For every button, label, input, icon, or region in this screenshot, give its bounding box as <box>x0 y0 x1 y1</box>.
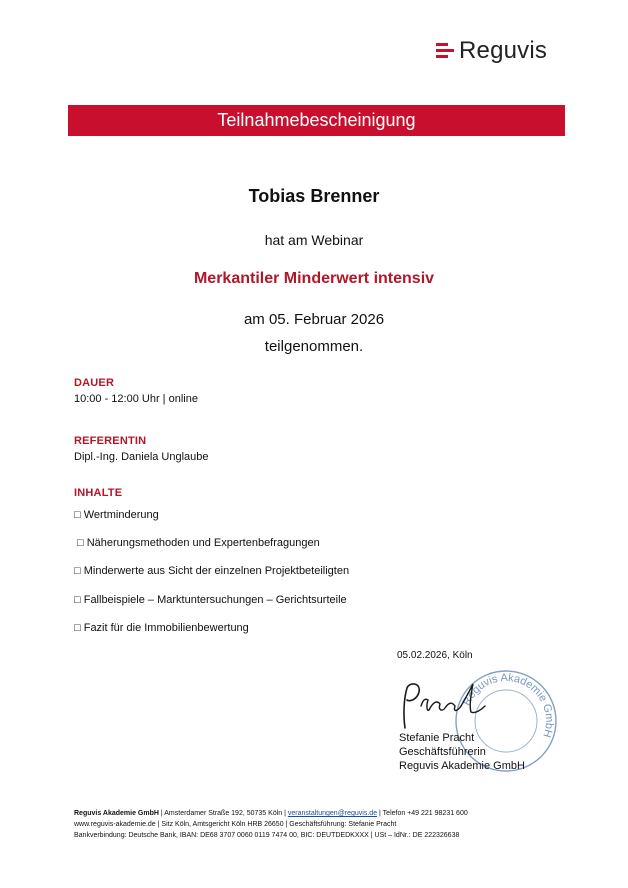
checkbox-icon: □ <box>74 622 81 634</box>
dauer-value: 10:00 - 12:00 Uhr | online <box>74 393 198 405</box>
list-item: □ Minderwerte aus Sicht der einzelnen Projektbeteiligten <box>74 565 350 577</box>
handwritten-signature <box>395 676 495 736</box>
place-date: 05.02.2026, Köln <box>397 650 473 661</box>
outro-text: teilgenommen. <box>264 338 364 355</box>
list-item: □ Wertminderung <box>74 509 159 521</box>
intro-text: hat am Webinar <box>264 232 364 248</box>
footer-line-3: Bankverbindung: Deutsche Bank, IBAN: DE68 3707 0060 0119 7474 00, BIC: DEUTDEDKXXX | USt – IdNr.: DE 222326638 <box>74 832 460 839</box>
signer-company: Reguvis Akademie GmbH <box>399 760 525 772</box>
course-title: Merkantiler Minderwert intensiv <box>193 270 435 287</box>
referentin-label: REFERENTIN <box>74 435 147 447</box>
checkbox-icon: □ <box>74 594 81 606</box>
logo-text: Reguvis <box>459 37 548 64</box>
signer-role: Geschäftsführerin <box>399 746 486 758</box>
list-item: □ Fallbeispiele – Marktuntersuchungen – Gerichtsurteile <box>74 594 347 606</box>
certificate-title: Teilnahmebescheinigung <box>217 110 416 130</box>
reguvis-bars-icon <box>436 42 454 60</box>
dauer-label: DAUER <box>74 377 115 389</box>
referentin-value: Dipl.-Ing. Daniela Unglaube <box>74 451 209 463</box>
inhalte-label: INHALTE <box>74 487 123 499</box>
checkbox-icon: □ <box>74 509 81 521</box>
footer-email-link[interactable]: veranstaltungen@reguvis.de <box>287 810 378 817</box>
course-date: am 05. Februar 2026 <box>243 311 385 328</box>
list-item: □ Fazit für die Immobilienbewertung <box>74 622 249 634</box>
signer-name: Stefanie Pracht <box>399 732 475 744</box>
footer-line-2: www.reguvis-akademie.de | Sitz Köln, Amtsgericht Köln HRB 26650 | Geschäftsführung: Stefanie Pracht <box>74 821 397 828</box>
footer-line-1: Reguvis Akademie GmbH | Amsterdamer Straße 192, 50735 Köln | veranstaltungen@reguvis.de | Telefon +49 221 98231 600 <box>74 810 468 817</box>
certificate-title-banner <box>68 105 565 136</box>
checkbox-icon: □ <box>77 537 84 549</box>
reguvis-logo <box>436 36 547 66</box>
checkbox-icon: □ <box>74 565 81 577</box>
footer-company: Reguvis Akademie GmbH <box>74 810 159 817</box>
list-item: □ Näherungsmethoden und Expertenbefragungen <box>77 537 320 549</box>
participant-name: Tobias Brenner <box>248 186 380 206</box>
stamp-text: Reguvis Akademie GmbH <box>460 671 556 739</box>
